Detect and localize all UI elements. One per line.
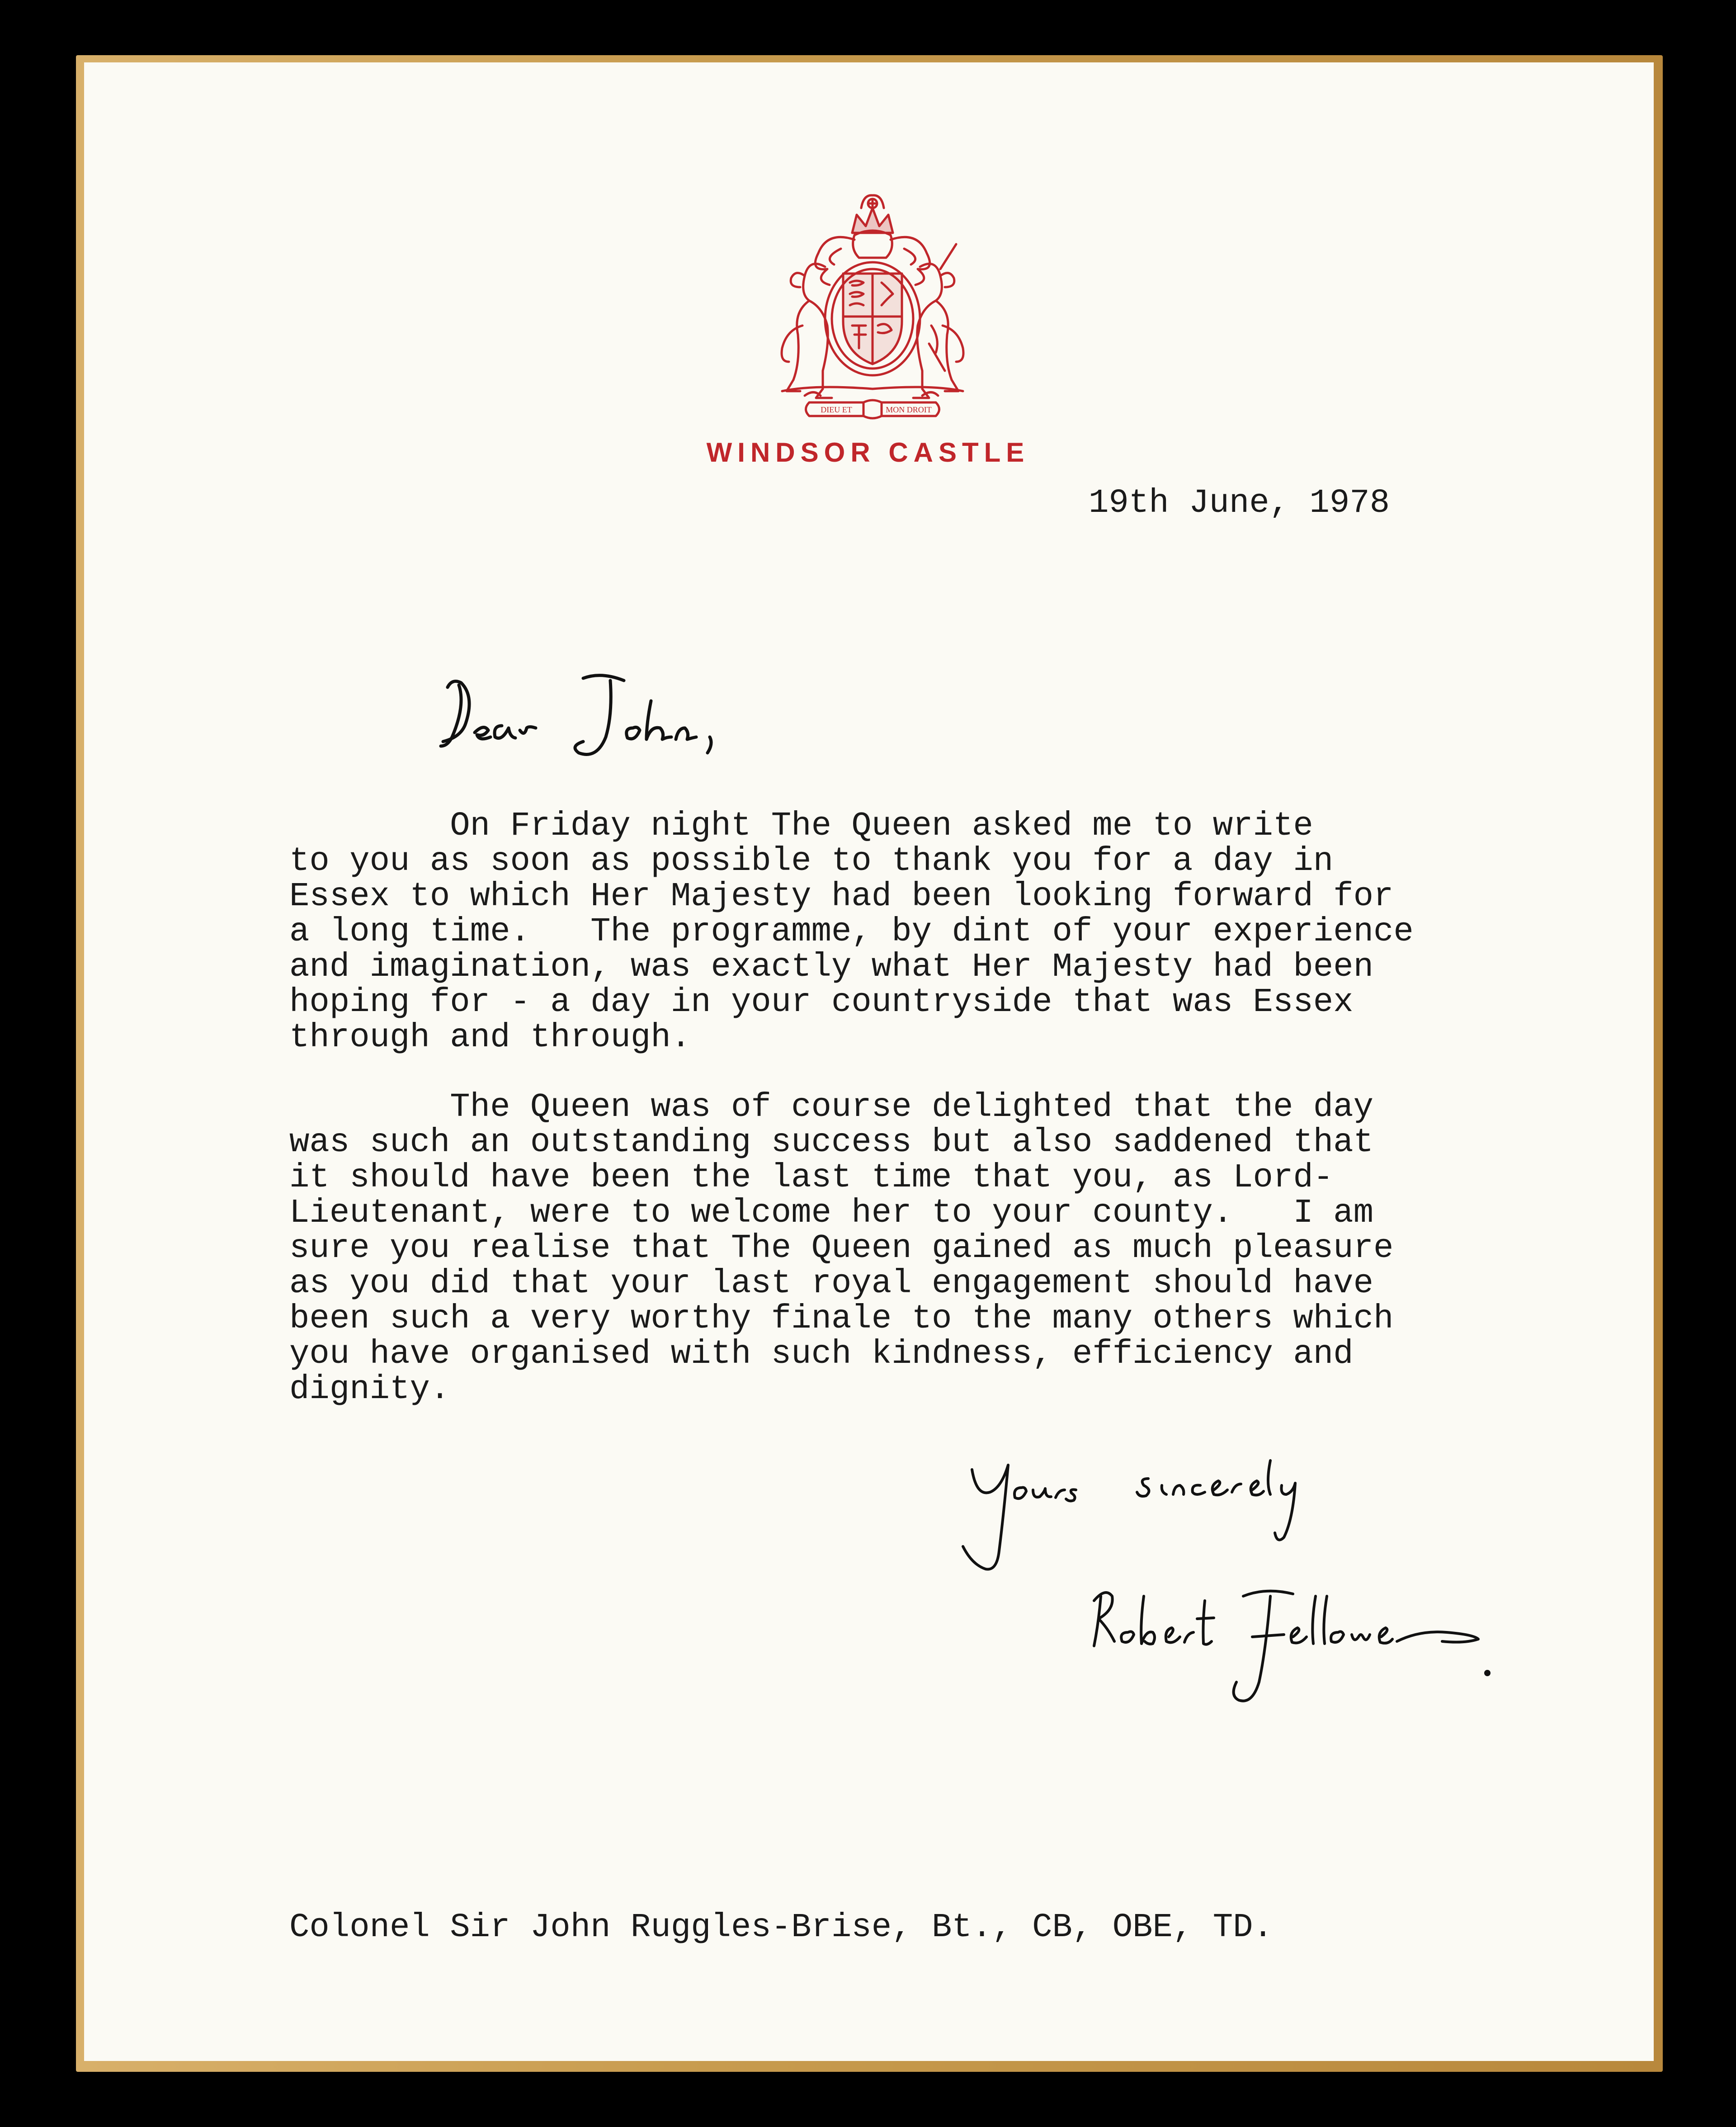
handwritten-salutation (434, 669, 750, 764)
letter-paragraph-1: On Friday night The Queen asked me to write to you as soon as possible to thank you for a day in Essex to which Her Majesty had been looking forward for a long time. The programme, by dint of your experience and imagination, was exactly what Her Majesty had been hoping for - a day in your countryside that was Essex through and through. (289, 807, 1414, 1057)
addressee-line: Colonel Sir John Ruggles-Brise, Bt., CB, OBE, TD. (289, 1909, 1273, 1947)
svg-text:MON DROIT: MON DROIT (886, 405, 932, 414)
royal-crest-icon (750, 190, 995, 421)
letter-paragraph-2: The Queen was of course delighted that the day was such an outstanding success but also saddened that it should have been the last time that you, as Lord- Lieutenant, were to welcome her to your county. I am sure you realise that The Queen gained as much pleasure as you did that your last royal engagement should have been such a very worthy finale to the many others which you have organised with such kindness, efficiency and dignity. (289, 1088, 1394, 1409)
letterhead-title: WINDSOR CASTLE (706, 437, 1030, 468)
handwritten-signature (1080, 1569, 1505, 1723)
letter-date: 19th June, 1978 (1089, 484, 1390, 522)
svg-text:DIEU ET: DIEU ET (821, 405, 852, 414)
